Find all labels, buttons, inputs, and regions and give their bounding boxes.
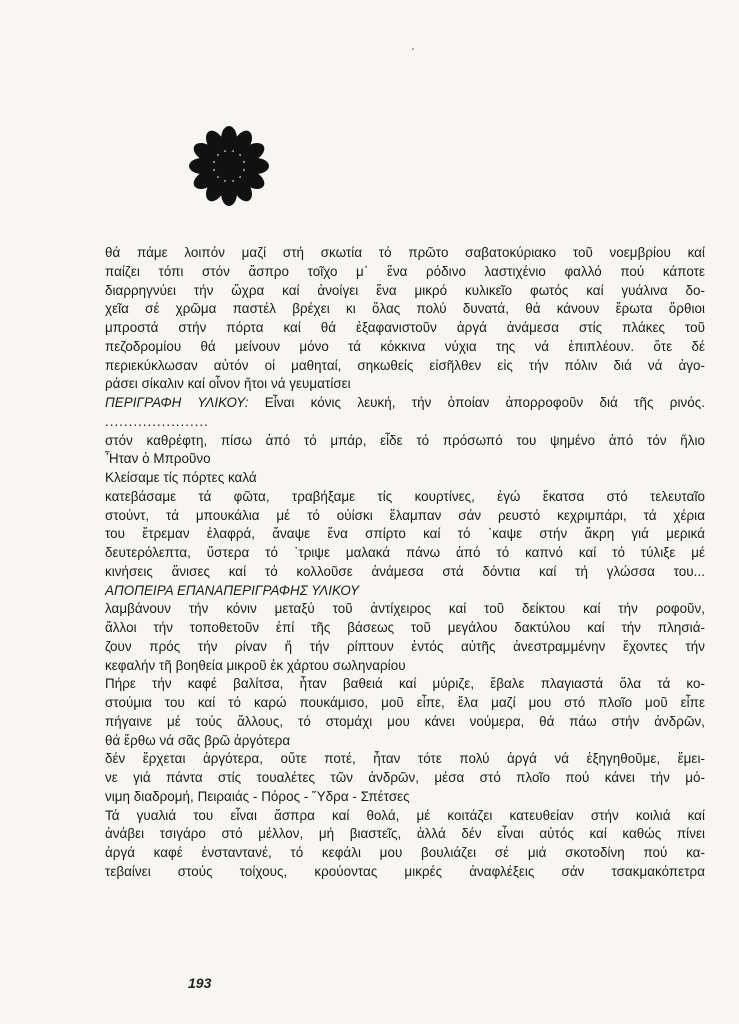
text-line: κινήσεις ἄνισες καί τό κολλοῦσε ἀνάμεσα στά δόντια καί τή γλώσσα του... bbox=[105, 563, 705, 579]
text-line: μπροστά στήν πόρτα καί θά ἐξαφανιστοῦν ἀργά ἀνάμεσα στίς πλάκες τοῦ bbox=[105, 320, 705, 335]
text-line: νε γιά πάντα στίς τουαλέτες τῶν ἀνδρῶν, μέσα στό πλοῖο πού κάνει τήν μό- bbox=[105, 770, 705, 785]
text-line: τεβαίνει στούς τοίχους, κρούοντας μικρές ἀναφλέξεις σάν τσακμακόπετρα bbox=[105, 863, 705, 879]
page-number: 193 bbox=[188, 975, 212, 991]
text-line: ἀργά καφέ ἐνσταντανέ, τό κεφάλι μου βουλιάζει σέ μιά σκοτοδίνη πού κα- bbox=[105, 845, 705, 860]
text-run: Εἶναι κόνις λευκή, τήν ὁποίαν ἀπορροφοῦν διά τῆς ρινός. bbox=[248, 395, 705, 410]
text-line: χεῖα σέ χρῶμα παστέλ βρέχει κι ὅλας πολύ δυνατά, θά κάνουν ἔρωτα ὄρθιοι bbox=[105, 301, 705, 317]
text-line: στούμια του καί τό καρώ πουκάμισο, μοῦ εἶπε, ἔλα μαζί μου στό πλοῖο μοῦ εἶπε bbox=[105, 695, 705, 710]
flower-icon bbox=[186, 123, 272, 209]
text-line: παίζει τόπι στόν ἄσπρο τοῖχο μ᾽ ἕνα ρόδινο λαστιχένιο φαλλό πού κάποτε bbox=[105, 263, 705, 279]
text-line: νιμη διαδρομή, Πειραιάς - Πόρος - Ὕδρα - Σπέτσες bbox=[105, 788, 410, 804]
text-line: Πήρε τήν καφέ βαλίτσα, ἦταν βαθειά καί μύριζε, ἔβαλε πλαγιαστά ὅλα τά κο- bbox=[105, 676, 705, 692]
text-line: Τά γυαλιά του εἶναι ἄσπρα καί θολά, μέ κοιτάζει κατευθείαν στήν κοιλιά καί bbox=[105, 807, 705, 823]
text-line: ράσει σίκαλιν καί οἶνον ἤτοι νά γευματίσει bbox=[105, 376, 351, 392]
text-line: ἄλλοι τήν τοποθετοῦν ἐπί τῆς βάσεως τοῦ μεγάλου δακτύλου καί τήν πλησιά- bbox=[105, 620, 705, 635]
paper-speck bbox=[412, 48, 414, 50]
text-line: ζουν πρός τήν ρίναν ἤ τήν ρίπτουν ἐντός αὐτῆς ἀνεστραμμένην ἔχοντες τήν bbox=[105, 638, 705, 654]
body-text bbox=[105, 244, 705, 882]
text-line: του ἔτρεμαν ἐλαφρά, ἄναψε ἕνα σπίρτο καί τό ᾽καψε στήν ἄκρη γιά μερικά bbox=[105, 526, 705, 542]
text-line: στούντ, τά μπουκάλια μέ τό οὐίσκι ἔλαμπαν σάν ρευστό κεχριμπάρι, τά χέρια bbox=[105, 507, 705, 523]
text-line: Ἦταν ὁ Μπροῦνο bbox=[105, 451, 211, 467]
text-line: ...................... bbox=[105, 413, 209, 429]
section-heading: ΑΠΟΠΕΙΡΑ ΕΠΑΝΑΠΕΡΙΓΡΑΦΗΣ ΥΛΙΚΟΥ bbox=[105, 582, 360, 598]
text-line: δευτερόλεπτα, ὕστερα τό ᾽τριψε μαλακά πάνω ἀπό τό καπνό καί τό τύλιξε μέ bbox=[105, 545, 705, 560]
text-line: Κλείσαμε τίς πόρτες καλά bbox=[105, 470, 257, 485]
text-line: πήγαινε μέ τούς ἄλλους, τό στομάχι μου κάνει νούμερα, θά πάω στήν ἀνδρῶν, bbox=[105, 713, 705, 729]
text-line: πεζοδρομίου θά μείνουν μόνο τά κόκκινα νύχια της νά ἐπιπλέουν. ὅτε δέ bbox=[105, 338, 705, 354]
text-line: κεφαλήν τῆ βοηθεία μικροῦ ἐκ χάρτου σωληναρίου bbox=[105, 657, 406, 673]
text-line: δέν ἔρχεται ἀργότερα, οὔτε ποτέ, ἦταν τότε πολύ ἀργά νά ἐξηγηθοῦμε, ἔμει- bbox=[105, 751, 705, 767]
text-line: θά ἔρθω νά σᾶς βρῶ ἀργότερα bbox=[105, 732, 291, 748]
text-line bbox=[105, 394, 705, 413]
text-line: ἀνάβει τσιγάρο στό μέλλον, μή βιαστεῖς, ἀλλά δέν εἶναι αὐτός καί καθώς πίνει bbox=[105, 826, 705, 842]
text-line: διαρρηγνύει τήν ὤχρα καί ἀνοίγει ἕνα μικρό κυλικεῖο φωτός καί γυάλινα δο- bbox=[105, 282, 705, 298]
text-line: περιεκύκλωσαν αὐτόν οἱ μαθηταί, σηκωθείς εἰσῆλθεν εἰς τήν πόλιν διά νά ἀγο- bbox=[105, 357, 705, 373]
text-line: θά πάμε λοιπόν μαζί στή σκωτία τό πρῶτο σαβατοκύριακο τοῦ νοεμβρίου καί bbox=[105, 245, 705, 260]
text-line: κατεβάσαμε τά φῶτα, τραβήξαμε τίς κουρτίνες, ἐγώ ἔκατσα στό τελευταῖο bbox=[105, 488, 705, 504]
text-line: στόν καθρέφτη, πίσω ἀπό τό μπάρ, εἶδε τό πρόσωπό του ψημένο ἀπό τόν ἥλιο bbox=[105, 432, 705, 448]
text-line: λαμβάνουν τήν κόνιν μεταξύ τοῦ ἀντίχειρος καί τοῦ δείκτου καί τήν ροφοῦν, bbox=[105, 601, 705, 617]
section-heading: ΠΕΡΙΓΡΑΦΗ ΥΛΙΚΟΥ: bbox=[105, 395, 249, 410]
